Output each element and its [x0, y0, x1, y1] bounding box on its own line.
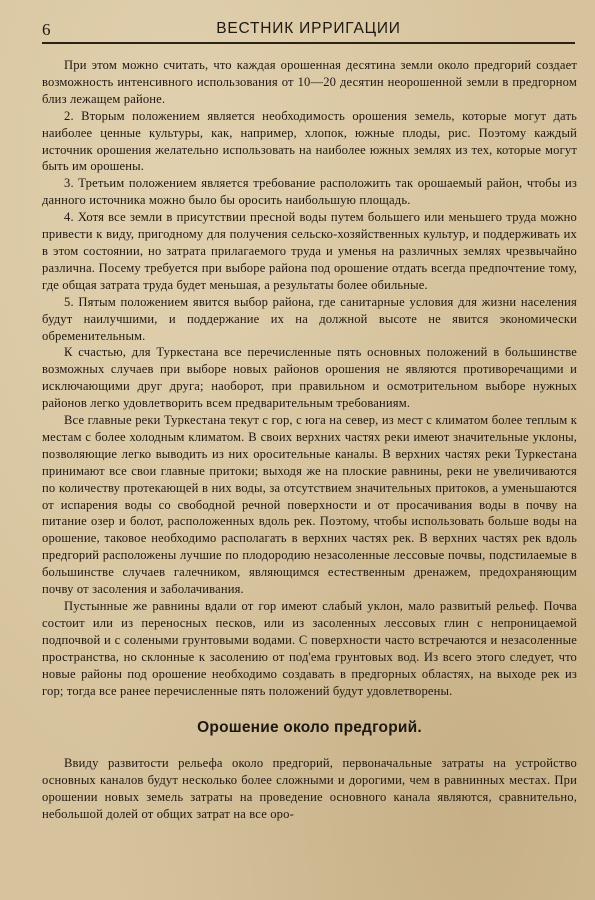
paragraph: 2. Вторым положением является необходимость орошения земель, которые могут дать наиболее ценные культуры, как, например, хлопок, южные плоды, рис. Поэтому каждый источник орошения желательно использовать на наиболее южных землях из тех, которые могут быть им орошены. [42, 108, 577, 174]
article-body [42, 57, 577, 823]
paragraph: 4. Хотя все земли в присутствии пресной воды путем большего или меньшего труда можно привести к виду, пригодному для получения сельско-хозяйственных культур, и поддерживать их в этом состоянии, но затрата прилагаемого труда и уменья на различных землях чрезвычайно различна. Посему требуется при выборе района под орошение отдать всегда предпочтение тому, где общая затрата труда будет меньшая, а результаты более обильные. [42, 210, 577, 292]
section-title: Орошение около предгорий. [197, 719, 422, 737]
paragraph: 3. Третьим положением является требование расположить так орошаемый район, чтобы из данного источника можно было бы оросить наибольшую площадь. [42, 176, 577, 208]
paragraph: Ввиду развитости рельефа около предгорий, первоначальные затраты на устройство основных каналов будут несколько более сложными и дорогими, чем в равнинных местах. При орошении новых земель затраты на проведение основного канала являются, сравнительно, небольшой долей от общих затрат на все оро- [42, 756, 577, 822]
paragraph: 5. Пятым положением явится выбор района, где санитарные условия для жизни населения будут наилучшими, и поддержание их на должной высоте не явится экономически обременительным. [42, 294, 577, 343]
paragraph: К счастью, для Туркестана все перечисленные пять основных положений в большинстве возможных случаев при выборе новых районов орошения не являются противоречащими и исключающими друг друга; наоборот, при правильном и осмотрительном выборе нужных районов легко удовлетворить всем предварительным требованиям. [42, 345, 577, 411]
journal-title: ВЕСТНИК ИРРИГАЦИИ [216, 20, 401, 37]
paragraph: При этом можно считать, что каждая орошенная десятина земли около предгорий создает возможность интенсивного использования от 10—20 десятин неорошенной земли в предгорном близ лежащем районе. [42, 58, 577, 106]
paragraph: Пустынные же равнины вдали от гор имеют слабый уклон, мало развитый рельеф. Почва состоит или из переносных песков, или из засоленных лессовых глин с непроницаемой подпочвой и с солеными грунтовыми водами. С поверхности часто встречаются и незасоленные пространства, но склонные к засолению от под'ема грунтовых вод. Из всего этого следует, что новые районы под орошение необходимо создавать в предгорных областях, на выходе рек из гор; тогда все ранее перечисленные пять положений будут удовлетворены. [42, 599, 577, 698]
page-number: 6 [42, 20, 51, 39]
paragraph: Все главные реки Туркестана текут с гор, с юга на север, из мест с климатом более теплым к местам с более холодным климатом. В своих верхних частях реки имеют значительные уклоны, позволяющие легко выводить из них оросительные каналы. В верхних частях реки Туркестана принимают все свои главные притоки; выходя же на плоские равнины, реки не увеличиваются по количеству протекающей в них воды, за отсутствием значительных притоков, а уменьшаются от испарения воды со свободной речной поверхности и от просачивания воды в почву на питание озер и болот, расположенных вдоль рек. Поэтому, чтобы использовать больше воды на орошение, таковое необходимо располагать в верхних частях рек. В верхних частях рек вдоль предгорий расположены лучшие по плодородию незасоленные лессовые почвы, подстилаемые в большинстве случаев галечником, являющимся естественным дренажем, предохраняющим почву от засоления и заболачивания. [42, 413, 577, 597]
running-head [42, 16, 575, 44]
